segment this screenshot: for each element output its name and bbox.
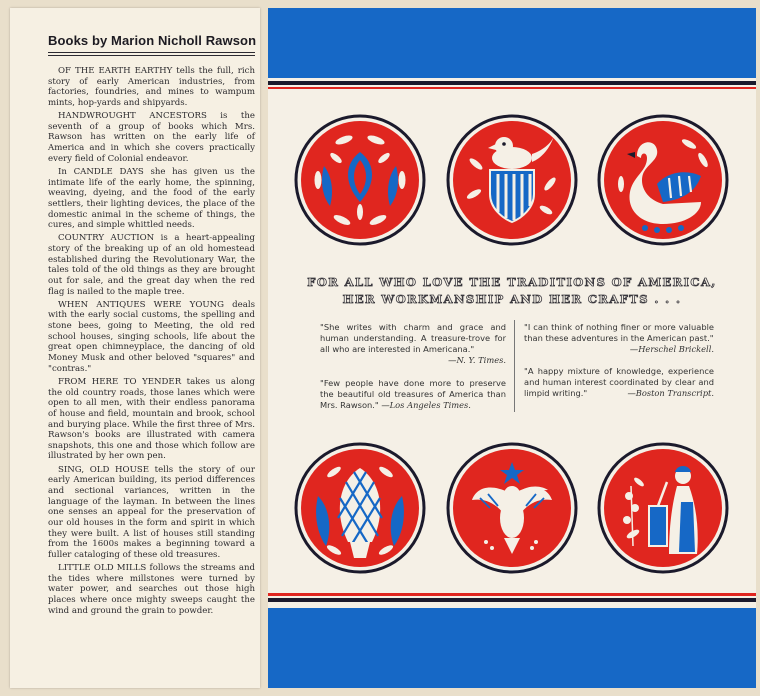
top-red-stripe (268, 87, 756, 89)
review-quote (524, 322, 714, 355)
back-cover (268, 8, 756, 688)
farm-woman-churn-medallion-icon (597, 442, 729, 574)
quote-text: "I can think of nothing finer or more valuable than these adventures in the American past." (524, 322, 714, 343)
book-blurb: FROM HERE TO YENDER takes us along the old country roads, those lanes which were open to all men, with their endless panorama of house and field, mountain and brook, school and burying place. While the first three of Mrs. Rawson's books are illustrated with camera snapshots, this one and those which follow are illustrated by her own pen. (48, 376, 255, 462)
swan-medallion-icon (597, 114, 729, 246)
bottom-blue-band (268, 608, 756, 688)
book-blurb: HANDWROUGHT ANCESTORS is the seventh of a group of books which Mrs. Rawson has written on the early life of America and in which she covers practically every field of Colonial endeavor. (48, 111, 255, 164)
top-navy-stripe (268, 81, 756, 85)
bottom-navy-stripe (268, 598, 756, 602)
top-blue-band (268, 8, 756, 78)
book-blurb: OF THE EARTH EARTHY tells the full, rich story of early American industries, from factories, foundries, and mines to wampum mints, hop-yards and shipyards. (48, 66, 255, 108)
book-blurb: WHEN ANTIQUES WERE YOUNG deals with the early social customs, the spelling and stone bees, going to Meeting, the old red school houses, singing schools, life about the great open chimneyplace, the dancing of old Money Musk and other beloved "squares" and "contras." (48, 299, 255, 374)
quote-text: "She writes with charm and grace and human understanding. A treasure-trove for all who are interested in Americana." (320, 322, 506, 354)
heading-rule-bottom (48, 55, 255, 56)
quote-source: —Boston Transcript. (627, 388, 714, 398)
quote-divider (514, 320, 515, 412)
pineapple-medallion-icon (294, 442, 426, 574)
bottom-red-stripe (268, 593, 756, 596)
book-list (48, 66, 255, 619)
back-flap (10, 8, 260, 688)
quote-source: —Herschel Brickell. (629, 344, 714, 354)
review-quote (524, 366, 714, 399)
quote-source: —Los Angeles Times. (381, 400, 471, 410)
book-blurb: In CANDLE DAYS she has given us the intimate life of the early home, the spinning, weaving, dyeing, and the food of the early settlers, their lighting devices, the place of the domestic animal in the scheme of things, the cures, and simple whittled needs. (48, 166, 255, 231)
heading-rule-top (48, 52, 255, 53)
tagline-line-1: FOR ALL WHO LOVE THE TRADITIONS OF AMERICA, (307, 275, 717, 289)
leaf-medallion-icon (294, 114, 426, 246)
review-quote (320, 378, 506, 411)
book-blurb: COUNTRY AUCTION is a heart-appealing story of the breaking up of an old homestead established during the Revolutionary War, the tales told of the old things as they are brought out for sale, and the great day when the red flag is nailed to the maple tree. (48, 233, 255, 297)
quote-source: —N. Y. Times. (448, 355, 506, 365)
quote-text: "Few people have done more to preserve the beautiful old treasures of America than Mrs. Rawson." (320, 378, 506, 410)
tagline-line-2: HER WORKMANSHIP AND HER CRAFTS . . . (342, 292, 682, 306)
book-blurb: SING, OLD HOUSE tells the story of our early American building, its period differences and sectional variances, written in the language of the layman. In between the lines one senses an appeal for the preservation of our old houses in the form and spirit in which they were built. A list of houses still standing from the 1600s makes a beginning toward a fuller cataloging of these old treasures. (48, 464, 255, 560)
eagle-shield-medallion-icon (446, 114, 578, 246)
book-blurb: LITTLE OLD MILLS follows the streams and the tides where millstones were turned by water power, and searches out those high places where once mighty sweeps caught the wind and ground the grain to powder. (48, 563, 255, 616)
flap-heading: Books by Marion Nicholl Rawson (48, 33, 257, 48)
review-quote (320, 322, 506, 366)
quote-text: "A happy mixture of knowledge, experience and human interest coordinated by clear and limpid writing." (524, 366, 714, 398)
eagle-medallion-icon (446, 442, 578, 574)
